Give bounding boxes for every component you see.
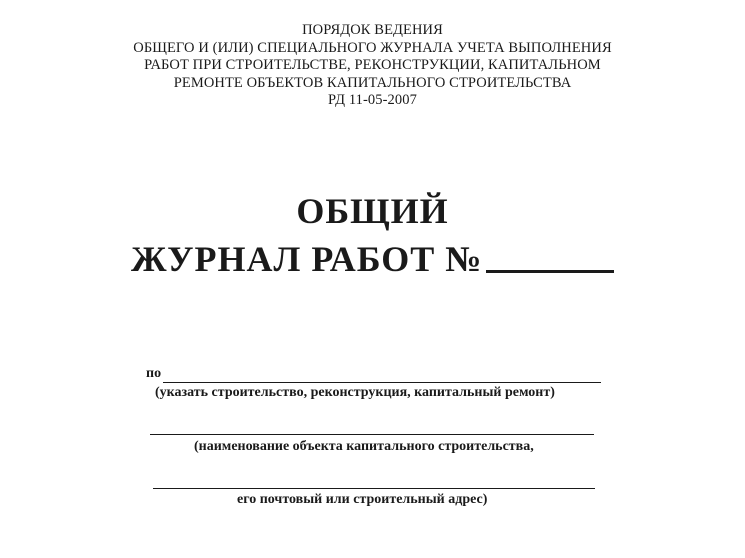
address-caption: его почтовый или строительный адрес) [237,492,488,507]
object-name-caption: (наименование объекта капитального строительства, [194,439,534,454]
object-name-blank[interactable] [150,434,594,435]
journal-number-blank[interactable] [486,238,614,273]
construction-type-blank[interactable] [163,382,601,383]
document-header [0,22,745,110]
header-line-4: РЕМОНТЕ ОБЪЕКТОВ КАПИТАЛЬНОГО СТРОИТЕЛЬСТВА [173,74,572,91]
po-label: по [146,366,162,381]
title-line-1: ОБЩИЙ [296,191,449,231]
header-line-1: ПОРЯДОК ВЕДЕНИЯ [302,22,443,38]
header-line-5-document-code: РД 11-05-2007 [328,92,417,108]
header-line-2: ОБЩЕГО И (ИЛИ) СПЕЦИАЛЬНОГО ЖУРНАЛА УЧЕТА ВЫПОЛНЕНИЯ [133,39,612,56]
title-line-2-text: ЖУРНАЛ РАБОТ № [131,239,483,279]
construction-type-caption: (указать строительство, реконструкция, капитальный ремонт) [155,385,555,400]
header-line-3: РАБОТ ПРИ СТРОИТЕЛЬСТВЕ, РЕКОНСТРУКЦИИ, КАПИТАЛЬНОМ [144,57,601,73]
title-line-2 [131,236,614,280]
address-blank[interactable] [153,488,595,489]
